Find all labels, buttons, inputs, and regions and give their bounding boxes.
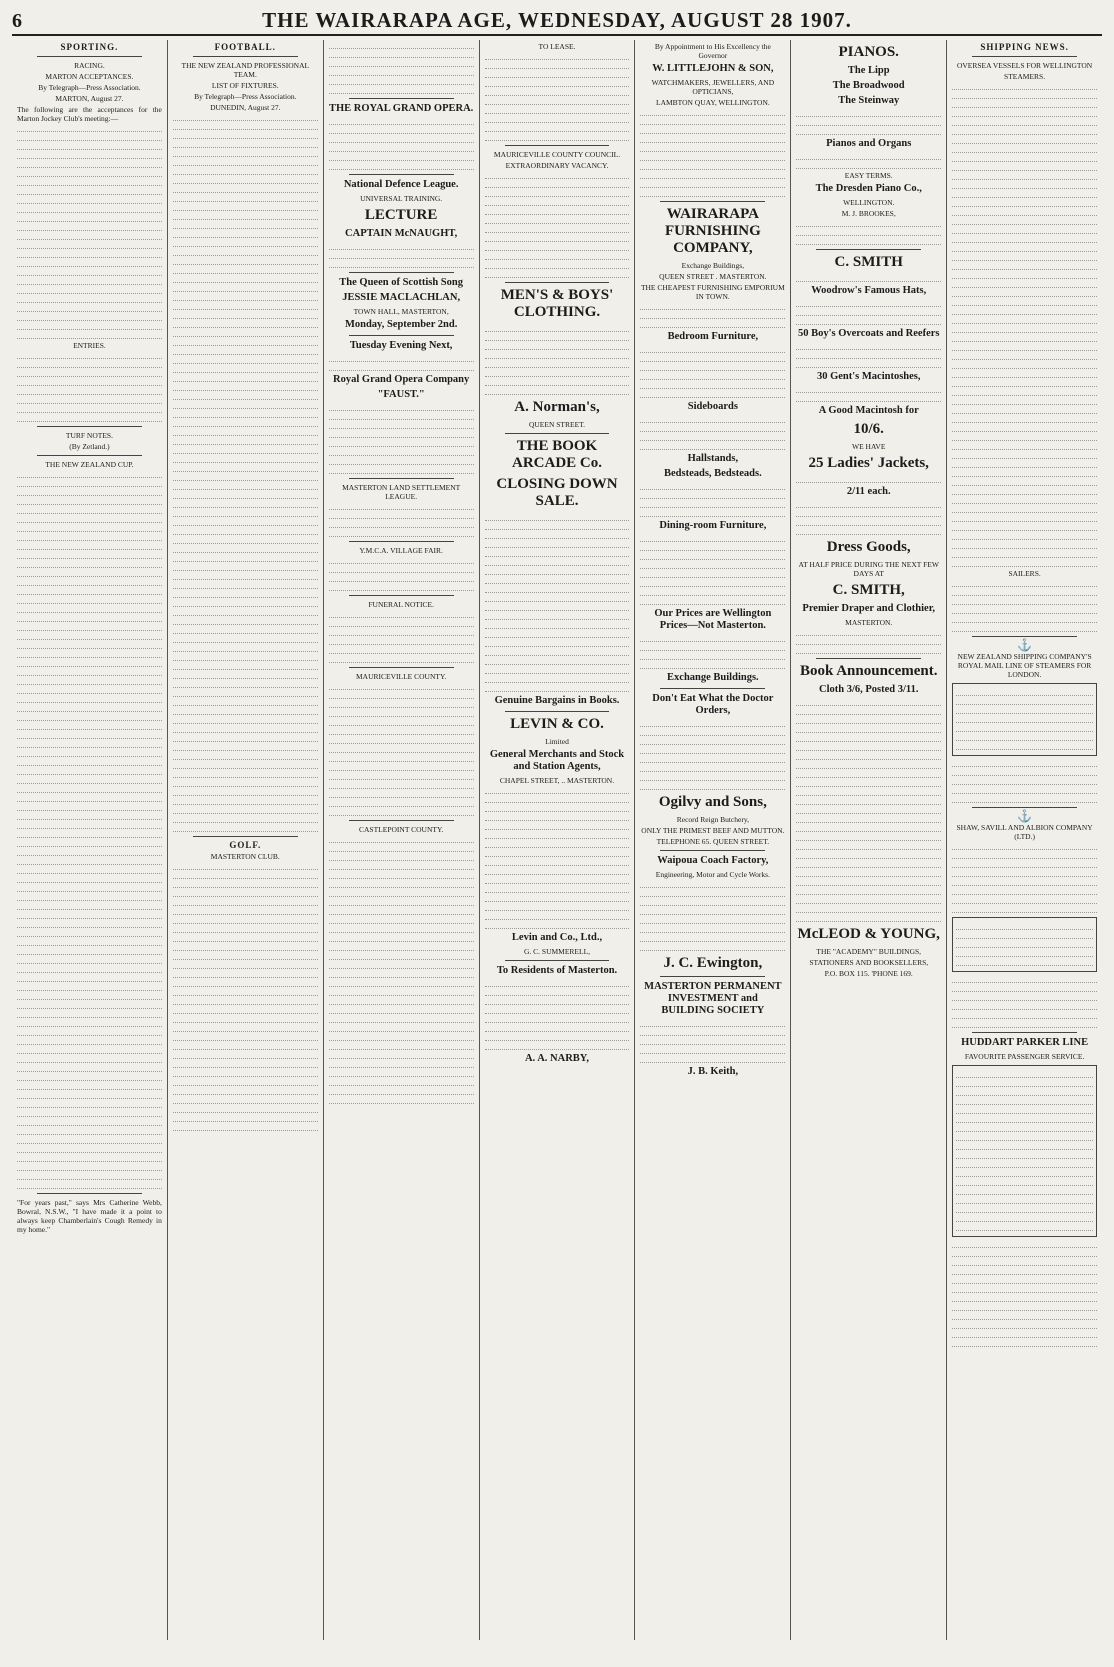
sideboards: Sideboards <box>687 401 738 412</box>
piano-steinway: The Steinway <box>838 95 900 106</box>
good-macintosh: A Good Macintosh for <box>818 405 919 416</box>
tuesday-evening: Tuesday Evening Next, <box>349 340 453 351</box>
residents-notice: To Residents of Masterton. <box>496 965 618 976</box>
primest-beef: ONLY THE PRIMEST BEEF AND MUTTON. <box>641 826 785 835</box>
cloth-price: Cloth 3/6, Posted 3/11. <box>818 684 919 695</box>
column-football <box>168 40 324 1640</box>
closing-down-sale: CLOSING DOWN SALE. <box>496 476 618 509</box>
council-heading: MAURICEVILLE COUNTY COUNCIL. <box>493 150 621 159</box>
sailings-table-3 <box>952 1065 1097 1237</box>
jackets-price: 2/11 each. <box>846 486 891 497</box>
column-ads-3 <box>791 40 947 1640</box>
piano-lipp: The Lipp <box>847 65 890 76</box>
lambton-quay: LAMBTON QUAY, WELLINGTON. <box>655 98 770 107</box>
cheapest-emporium: THE CHEAPEST FURNISHING EMPORIUM IN TOWN. <box>640 283 785 301</box>
turf-notes-heading: TURF NOTES. <box>65 431 113 440</box>
huddart-parker: HUDDART PARKER LINE <box>961 1037 1089 1048</box>
monday-date: Monday, September 2nd. <box>344 319 458 330</box>
column-ads-2 <box>635 40 791 1640</box>
macintosh-price: 10/6. <box>853 421 884 437</box>
brookes: M. J. BROOKES, <box>841 209 896 218</box>
dateline: MARTON, August 27. <box>55 94 124 103</box>
article-title: MARTON ACCEPTANCES. <box>45 72 134 81</box>
steamers: STEAMERS. <box>1004 72 1046 81</box>
captain-name: CAPTAIN McNAUGHT, <box>345 228 458 239</box>
exchange-buildings-2: Exchange Buildings. <box>667 672 759 683</box>
ewington: J. C. Ewington, <box>663 955 763 971</box>
column-shipping <box>947 40 1102 1640</box>
queen-street: QUEEN STREET. <box>528 420 586 429</box>
record-reign-butchery: Record Reign Butchery, <box>676 815 749 824</box>
advert-text: "For years past," says Mrs Catherine Webb, Bowral, N.S.W., "I have made it a point to always keep Chamberlain's Cough Remedy in my home." <box>17 1198 162 1234</box>
levin-ltd: Levin and Co., Ltd., <box>511 932 603 943</box>
queen-street: QUEEN STREET . MASTERTON. <box>659 272 767 281</box>
turf-byline: (By Zetland.) <box>69 442 110 451</box>
oversea-vessels: OVERSEA VESSELS FOR WELLINGTON <box>956 61 1093 70</box>
littlejohn: W. LITTLEJOHN & SON, <box>652 63 774 74</box>
dress-goods: Dress Goods, <box>826 539 911 555</box>
premier-draper: Premier Draper and Clothier, <box>802 603 936 614</box>
article-text: The following are the acceptances for the Marton Jockey Club's meeting:— <box>17 105 162 123</box>
sailings-table <box>952 683 1097 756</box>
summerell: G. C. SUMMERELL, <box>523 947 591 956</box>
coach-factory: Waipoua Coach Factory, <box>657 855 769 866</box>
vacancy-heading: EXTRAORDINARY VACANCY. <box>505 161 609 170</box>
article-title: THE NEW ZEALAND PROFESSIONAL TEAM. <box>181 61 310 79</box>
chapel-street: CHAPEL STREET, .. MASTERTON. <box>499 776 615 785</box>
masterton: MASTERTON. <box>845 618 893 627</box>
stationers: STATIONERS AND BOOKSELLERS, <box>809 958 929 967</box>
furnishing-company: WAIRARAPA FURNISHING COMPANY, <box>664 206 761 256</box>
bedroom-furniture: Bedroom Furniture, <box>667 331 759 342</box>
book-announcement: Book Announcement. <box>799 663 938 679</box>
column-ads-1 <box>480 40 636 1640</box>
land-league: MASTERTON LAND SETTLEMENT LEAGUE. <box>342 483 461 501</box>
defence-heading: National Defence League. <box>343 179 459 190</box>
byline: By Telegraph—Press Association. <box>194 92 297 101</box>
cup-heading: THE NEW ZEALAND CUP. <box>45 460 134 469</box>
genuine-bargains: Genuine Bargains in Books. <box>494 695 620 706</box>
favourite-service: FAVOURITE PASSENGER SERVICE. <box>964 1052 1085 1061</box>
ymca-fair: Y.M.C.A. VILLAGE FAIR. <box>359 546 443 555</box>
opera-heading: THE ROYAL GRAND OPERA. <box>328 103 474 114</box>
golf-subheading: MASTERTON CLUB. <box>210 852 280 861</box>
queen-scottish-song: The Queen of Scottish Song <box>339 277 463 288</box>
po-box: P.O. BOX 115. 'PHONE 169. <box>824 969 913 978</box>
engineering-works: Engineering, Motor and Cycle Works. <box>655 870 770 879</box>
funeral-notice: FUNERAL NOTICE. <box>368 600 434 609</box>
mauriceville-county: MAURICEVILLE COUNTY. <box>356 672 447 681</box>
section-heading: SPORTING. <box>60 42 119 52</box>
doctor-orders: Don't Eat What the Doctor Orders, <box>652 693 774 716</box>
section-heading: FOOTBALL. <box>214 42 276 52</box>
mens-clothing: MEN'S & BOYS' CLOTHING. <box>500 287 614 320</box>
wellington-prices: Our Prices are Wellington Prices—Not Masterton. <box>654 608 772 631</box>
lecture-heading: LECTURE <box>364 207 438 223</box>
dresden-piano: The Dresden Piano Co., <box>815 183 922 194</box>
subheading: RACING. <box>74 61 105 70</box>
normans: A. Norman's, <box>514 399 600 415</box>
town-hall: TOWN HALL, MASTERTON, <box>353 307 449 316</box>
golf-heading: GOLF. <box>229 840 262 850</box>
ogilvy-sons: Ogilvy and Sons, <box>658 794 767 810</box>
byline: By Telegraph—Press Association. <box>38 83 141 92</box>
subheading: LIST OF FIXTURES. <box>211 81 279 90</box>
ship-icon: ⚓ <box>1017 638 1033 652</box>
shipping-heading: SHIPPING NEWS. <box>980 42 1069 52</box>
sailers: SAILERS. <box>1008 569 1041 578</box>
entries-heading: ENTRIES. <box>73 341 106 350</box>
exchange-buildings: Exchange Buildings, <box>681 261 745 270</box>
page-number: 6 <box>12 10 22 32</box>
to-lease-heading: TO LEASE. <box>538 42 576 51</box>
we-have: WE HAVE <box>852 442 886 451</box>
easy-terms: EASY TERMS. <box>844 171 893 180</box>
keith: J. B. Keith, <box>687 1066 739 1077</box>
jessie-maclachlan: JESSIE MACLACHLAN, <box>342 292 461 303</box>
newspaper-title: THE WAIRARAPA AGE, WEDNESDAY, AUGUST 28 1907. <box>262 8 852 32</box>
castlepoint-county: CASTLEPOINT COUNTY. <box>358 825 444 834</box>
column-notices <box>324 40 480 1640</box>
general-merchants: General Merchants and Stock and Station Agents, <box>489 749 625 772</box>
shaw-savill: SHAW, SAVILL AND ALBION COMPANY (LTD.) <box>956 823 1093 841</box>
universal-training: UNIVERSAL TRAINING. <box>360 194 443 203</box>
telephone: TELEPHONE 65. QUEEN STREET. <box>656 837 770 846</box>
grand-opera-company: Royal Grand Opera Company <box>333 374 470 385</box>
bedsteads: Bedsteads, Bedsteads. <box>664 468 762 479</box>
mcleod-young: McLEOD & YOUNG, <box>797 926 940 942</box>
c-smith-2: C. SMITH, <box>832 582 905 598</box>
limited: Limited <box>545 737 569 746</box>
nz-shipping-company: NEW ZEALAND SHIPPING COMPANY'S ROYAL MAIL LINE OF STEAMERS FOR LONDON. <box>957 652 1092 679</box>
pianos-heading: PIANOS. <box>838 44 899 60</box>
pianos-organs: Pianos and Organs <box>826 138 912 149</box>
masthead <box>12 8 1102 36</box>
column-sporting <box>12 40 168 1640</box>
book-arcade: THE BOOK ARCADE Co. <box>512 438 602 471</box>
woodrows-hats: Woodrow's Famous Hats, <box>811 285 927 296</box>
piano-broadwood: The Broadwood <box>832 80 905 91</box>
sailings-table-2 <box>952 917 1097 972</box>
half-price: AT HALF PRICE DURING THE NEXT FEW DAYS AT <box>798 560 939 578</box>
dining-furniture: Dining-room Furniture, <box>659 520 767 531</box>
c-smith: C. SMITH <box>834 254 903 270</box>
building-society: MASTERTON PERMANENT INVESTMENT and BUILDING SOCIETY <box>644 981 782 1016</box>
faust: "FAUST." <box>377 389 425 400</box>
dateline: DUNEDIN, August 27. <box>210 103 281 112</box>
appointment: By Appointment to His Excellency the Governor <box>654 42 771 60</box>
gents-macintoshes: 30 Gent's Macintoshes, <box>816 371 921 382</box>
academy-buildings: THE "ACADEMY" BUILDINGS, <box>816 947 922 956</box>
ship-icon: ⚓ <box>1017 809 1033 823</box>
levin-co: LEVIN & CO. <box>510 716 604 732</box>
hallstands: Hallstands, <box>687 453 739 464</box>
wellington: WELLINGTON. <box>843 198 895 207</box>
ladies-jackets: 25 Ladies' Jackets, <box>808 455 929 471</box>
watchmakers: WATCHMAKERS, JEWELLERS, AND OPTICIANS, <box>651 78 775 96</box>
newspaper-page <box>12 8 1102 1648</box>
narby: A. A. NARBY, <box>524 1053 590 1064</box>
boys-overcoats: 50 Boy's Overcoats and Reefers <box>797 328 940 339</box>
